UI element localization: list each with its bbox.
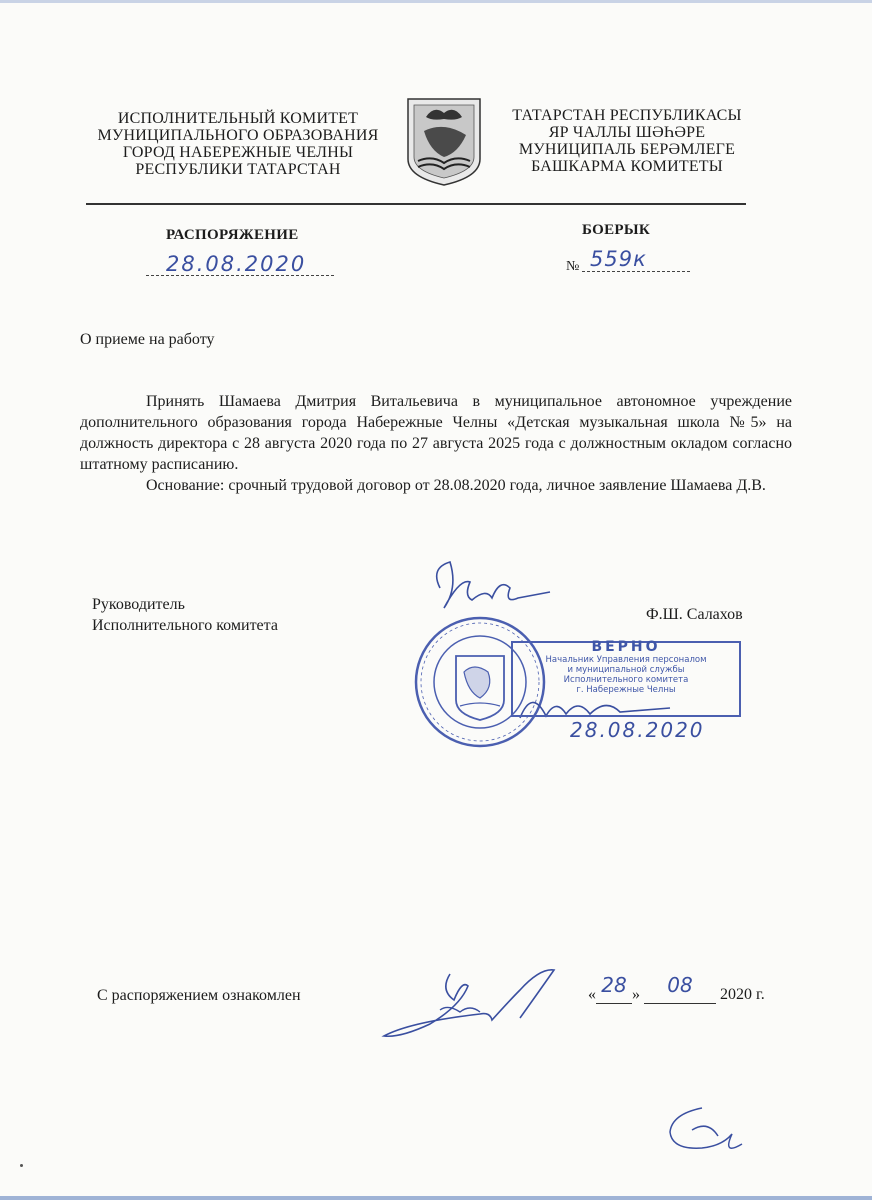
certification-stamp bbox=[510, 640, 742, 718]
header-right bbox=[496, 107, 758, 175]
stamp-title: ВЕРНО bbox=[591, 639, 661, 655]
signatory-role-line: Исполнительного комитета bbox=[92, 617, 278, 634]
director-signature-icon bbox=[437, 562, 550, 608]
stamp-line: Исполнительного комитета bbox=[563, 675, 689, 685]
document-type-ru: РАСПОРЯЖЕНИЕ bbox=[166, 227, 299, 243]
initials-signature-icon bbox=[662, 1100, 752, 1160]
city-emblem-icon bbox=[404, 95, 484, 187]
header-right-line: БАШКАРМА КОМИТЕТЫ bbox=[531, 158, 723, 175]
acknowledgement-label: С распоряжением ознакомлен bbox=[97, 987, 301, 1004]
scan-speck bbox=[20, 1164, 23, 1167]
header-left bbox=[88, 110, 388, 178]
ack-day: 28 bbox=[601, 973, 627, 997]
document-date: 28.08.2020 bbox=[166, 252, 307, 276]
ack-month: 08 bbox=[667, 973, 693, 997]
number-underline bbox=[582, 271, 690, 272]
signatory-role-line: Руководитель bbox=[92, 596, 185, 613]
header-right-line: ЯР ЧАЛЛЫ ШӘҺӘРЕ bbox=[548, 124, 706, 141]
signatory-role bbox=[92, 594, 278, 636]
document-subject: О приеме на работу bbox=[80, 331, 215, 348]
signatory-name: Ф.Ш. Салахов bbox=[646, 606, 743, 623]
number-label: № bbox=[566, 259, 580, 274]
document-number: 559к bbox=[590, 247, 647, 271]
header-left-line: РЕСПУБЛИКИ ТАТАРСТАН bbox=[135, 161, 341, 178]
header-right-line: МУНИЦИПАЛЬ БЕРӘМЛЕГЕ bbox=[518, 141, 736, 158]
quote-open: « bbox=[588, 986, 596, 1003]
employee-signature-icon bbox=[370, 960, 570, 1050]
header-right-line: ТАТАРСТАН РЕСПУБЛИКАСЫ bbox=[512, 107, 742, 124]
scan-edge-top bbox=[0, 0, 872, 3]
body-paragraph: Основание: срочный трудовой договор от 28.08.2020 года, личное заявление Шамаева Д.В. bbox=[146, 477, 766, 494]
ack-day-field bbox=[596, 973, 632, 1004]
stamp-line: Начальник Управления персоналом bbox=[545, 655, 707, 665]
document-body bbox=[80, 391, 792, 496]
stamp-line: г. Набережные Челны bbox=[576, 685, 676, 695]
document-type-tt: БОЕРЫК bbox=[582, 222, 651, 238]
header-left-line: ГОРОД НАБЕРЕЖНЫЕ ЧЕЛНЫ bbox=[122, 144, 354, 161]
body-paragraph: Принять Шамаева Дмитрия Витальевича в муниципальное автономное учреждение дополнительного образования города Набережные Челны «Детская музыкальная школа №5» на должность директора с 28 августа 2020 года по 27 августа 2025 года с должностным окладом согласно штатному расписанию. bbox=[80, 393, 792, 473]
ack-year: 2020 г. bbox=[720, 986, 765, 1003]
header-left-line: МУНИЦИПАЛЬНОГО ОБРАЗОВАНИЯ bbox=[97, 127, 379, 144]
stamp-line: и муниципальной службы bbox=[567, 665, 685, 675]
header-left-line: ИСПОЛНИТЕЛЬНЫЙ КОМИТЕТ bbox=[117, 110, 359, 127]
stamp-date: 28.08.2020 bbox=[570, 718, 705, 742]
scan-edge-bottom bbox=[0, 1196, 872, 1200]
acknowledgement-date bbox=[588, 973, 765, 1004]
header-divider bbox=[86, 203, 746, 205]
ack-month-field bbox=[644, 973, 716, 1004]
quote-close: » bbox=[632, 986, 640, 1003]
